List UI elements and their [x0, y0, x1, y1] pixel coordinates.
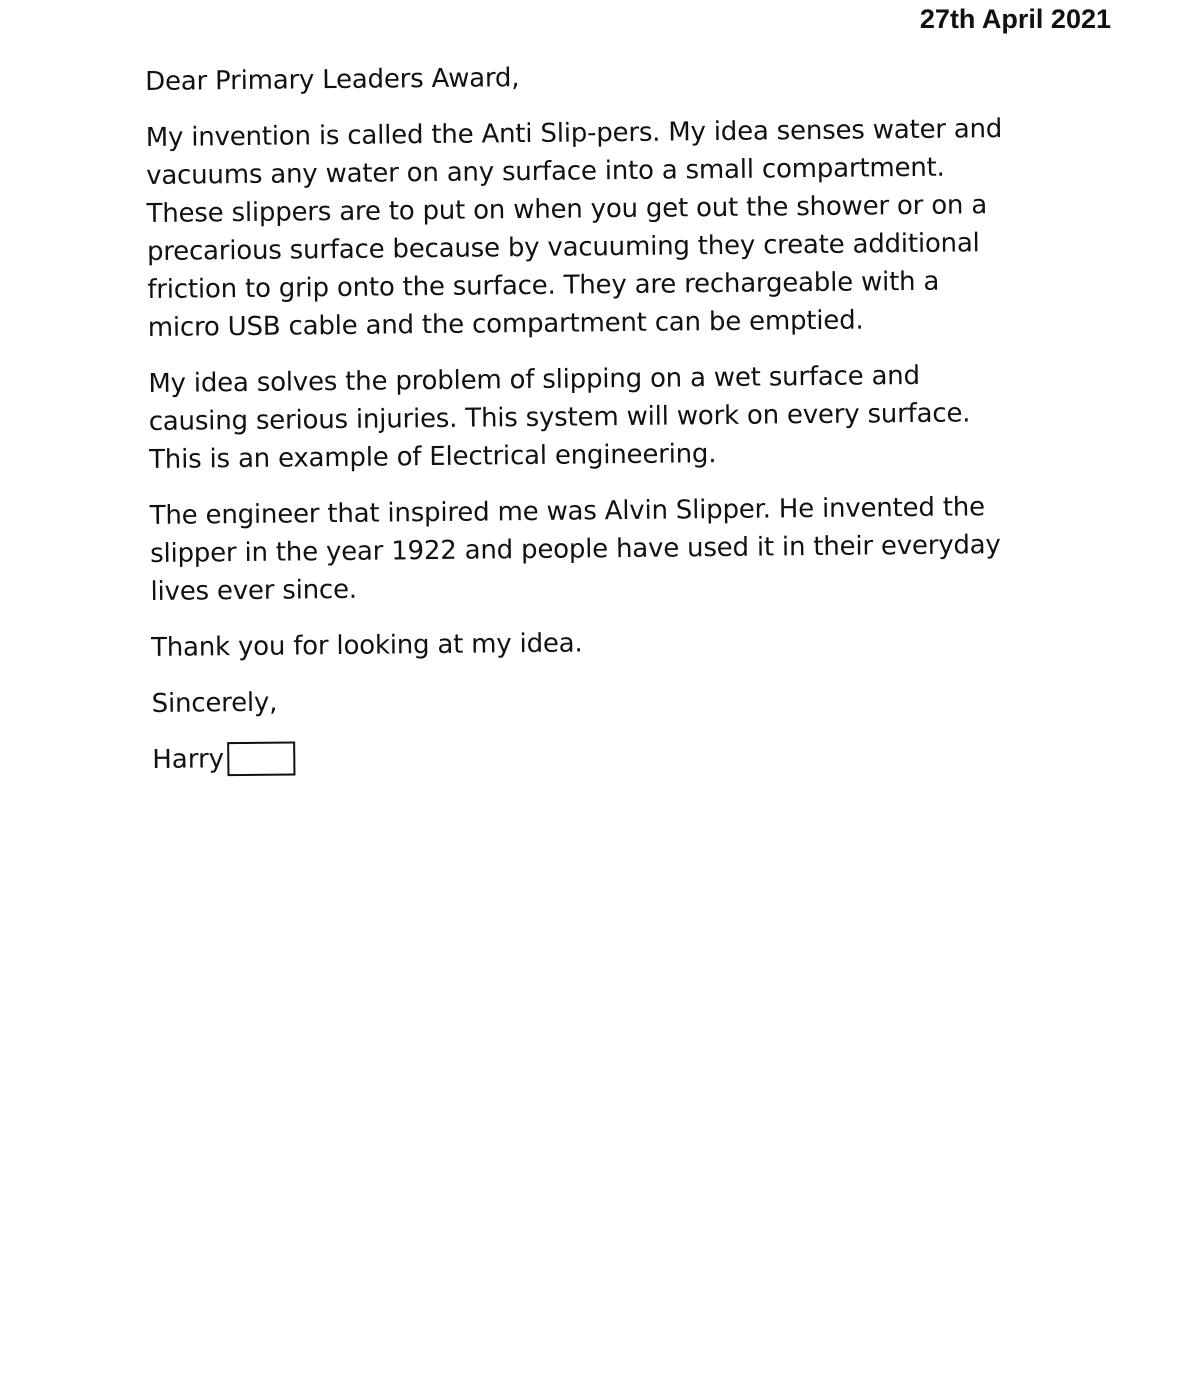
paragraph-line: My invention is called the Anti Slip-pers. My idea senses water and	[145, 114, 1003, 153]
salutation: Dear Primary Leaders Award,	[145, 63, 520, 97]
paragraph-problem	[148, 355, 1139, 479]
thanks-line: Thank you for looking at my idea.	[150, 628, 583, 663]
paragraph-line: friction to grip onto the surface. They are rechargeable with a	[147, 266, 940, 305]
paragraph-line: causing serious injuries. This system will work on every surface.	[148, 398, 971, 437]
paragraph-line: These slippers are to put on when you get out the shower or on a	[146, 190, 988, 229]
signature	[152, 731, 1142, 779]
redacted-surname-box	[227, 741, 295, 776]
paragraph-invention	[146, 109, 1138, 347]
paragraph-line: This is an example of Electrical engineering.	[149, 439, 717, 475]
paragraph-inspiration	[150, 487, 1141, 611]
paragraph-line: lives ever since.	[150, 574, 358, 607]
letter-body	[145, 53, 1142, 779]
paragraph-line: precarious surface because by vacuuming they create additional	[146, 228, 980, 267]
paragraph-line: The engineer that inspired me was Alvin Slipper. He invented the	[149, 492, 985, 531]
paragraph-line: micro USB cable and the compartment can be emptied.	[147, 305, 864, 343]
closing-line: Sincerely,	[151, 687, 278, 719]
signature-name: Harry	[152, 744, 225, 775]
paragraph-line: slipper in the year 1922 and people have used it in their everyday	[149, 530, 1001, 569]
paragraph-line: vacuums any water on any surface into a small compartment.	[146, 152, 945, 191]
paragraph-line: My idea solves the problem of slipping on a wet surface and	[148, 360, 920, 399]
letter-date: 27th April 2021	[919, 4, 1111, 34]
